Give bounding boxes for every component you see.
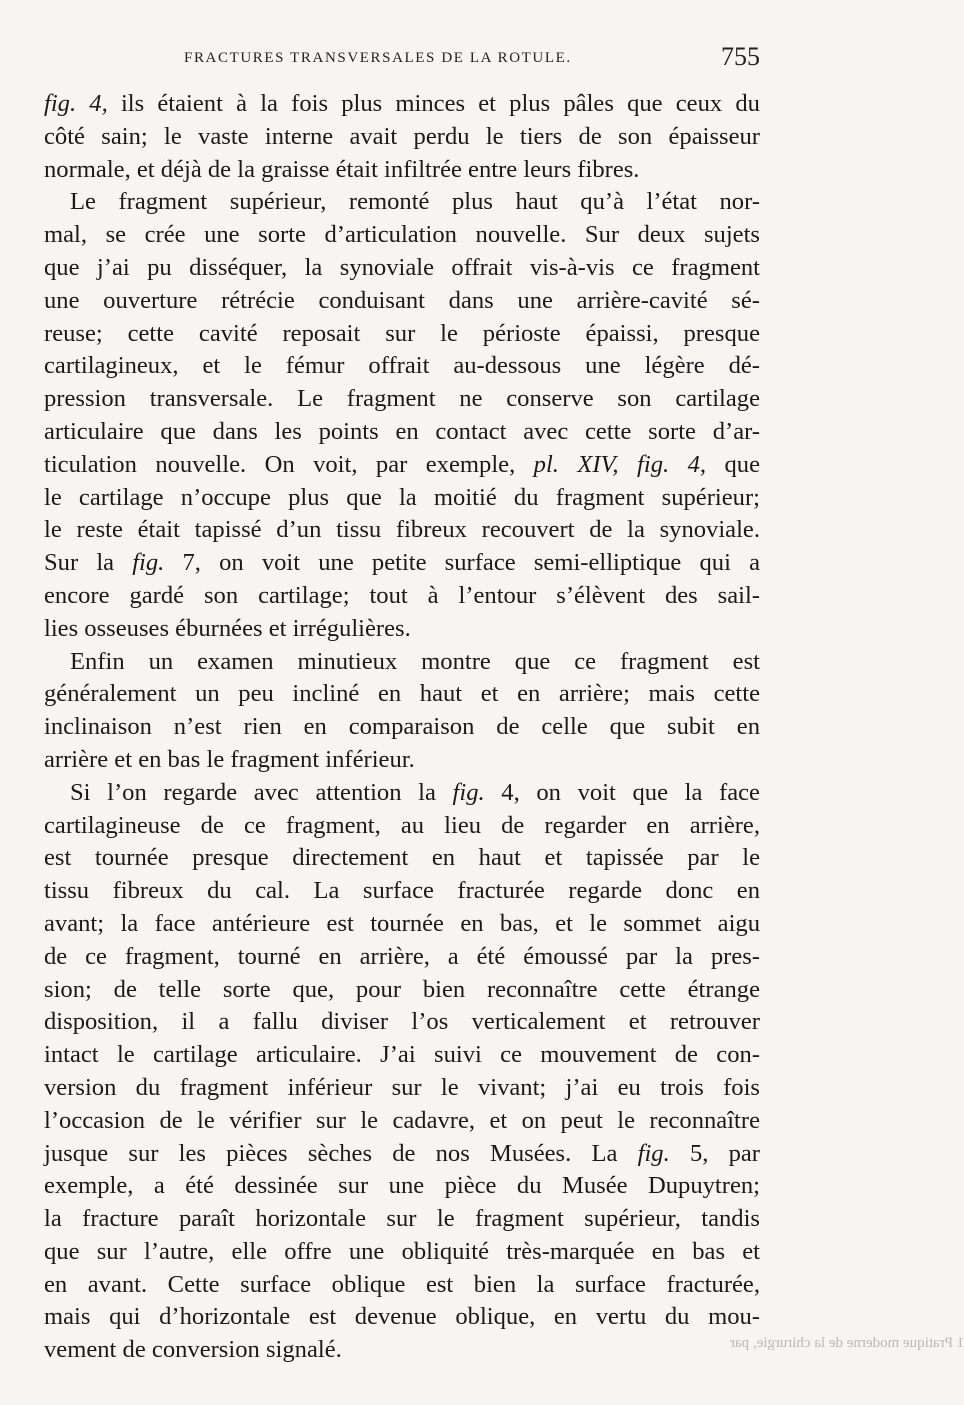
figure-reference: fig. 4,: [44, 90, 108, 117]
text-line: côté sain; le vaste interne avait perdu le tiers de son épaisseur: [44, 122, 760, 150]
body-text: [44, 88, 760, 1367]
text-line: le cartilage n’occupe plus que la moitié du fragment supérieur;: [44, 483, 760, 511]
text-line: mais qui d’horizontale est devenue oblique, en vertu du mou-: [44, 1303, 760, 1331]
text-line: avant; la face antérieure est tournée en bas, et le sommet aigu: [44, 909, 760, 937]
text-line: articulaire que dans les points en contact avec cette sorte d’ar-: [44, 417, 760, 445]
text-line: normale, et déjà de la graisse était infiltrée entre leurs fibres.: [44, 155, 640, 183]
text-line: sion; de telle sorte que, pour bien reconnaître cette étrange: [44, 975, 760, 1003]
paragraph-start-line: Le fragment supérieur, remonté plus haut qu’à l’état nor-: [70, 188, 760, 216]
bleed-through-footnote: 1 Pratique moderne de la chirurgie, par: [730, 1335, 964, 1351]
text-line: lies osseuses éburnées et irrégulières.: [44, 614, 411, 642]
text-line: reuse; cette cavité reposait sur le périoste épaissi, presque: [44, 319, 760, 347]
text-line: une ouverture rétrécie conduisant dans une arrière-cavité sé-: [44, 286, 760, 314]
text-line: pression transversale. Le fragment ne conserve son cartilage: [44, 385, 760, 413]
text-line: tissu fibreux du cal. La surface fracturée regarde donc en: [44, 877, 760, 905]
figure-reference: fig.: [637, 1139, 670, 1167]
text-line: inclinaison n’est rien en comparaison de celle que subit en: [44, 713, 760, 741]
text-line: l’occasion de le vérifier sur le cadavre, et on peut le reconnaître: [44, 1106, 760, 1134]
text-line: vement de conversion signalé.: [44, 1336, 342, 1364]
figure-reference: fig.: [452, 778, 485, 806]
page-number: 755: [721, 42, 760, 71]
plate-reference: pl. XIV,: [533, 450, 619, 478]
text-line: généralement un peu incliné en haut et en arrière; mais cette: [44, 680, 760, 708]
text-line: le reste était tapissé d’un tissu fibreux recouvert de la synoviale.: [44, 516, 760, 544]
text-line: jusque sur les pièces sèches de nos Musées. La fig. 5, par: [44, 1139, 760, 1167]
text-line: exemple, a été dessinée sur une pièce du Musée Dupuytren;: [44, 1172, 760, 1200]
text-line: en avant. Cette surface oblique est bien la surface fracturée,: [44, 1270, 760, 1298]
text-line: est tournée presque directement en haut et tapissée par le: [44, 844, 760, 872]
text-line: la fracture paraît horizontale sur le fragment supérieur, tandis: [44, 1205, 760, 1233]
text-line: version du fragment inférieur sur le vivant; j’ai eu trois fois: [44, 1073, 760, 1101]
text-line: que j’ai pu disséquer, la synoviale offrait vis-à-vis ce fragment: [44, 253, 760, 281]
running-title: FRACTURES TRANSVERSALES DE LA ROTULE.: [184, 50, 572, 66]
text-line: ticulation nouvelle. On voit, par exemple, pl. XIV, fig. 4, que: [44, 450, 760, 478]
text-line: que sur l’autre, elle offre une obliquité très-marquée en bas et: [44, 1237, 760, 1265]
text-line: Sur la fig. 7, on voit une petite surface semi-elliptique qui a: [44, 549, 760, 577]
figure-reference: fig.: [132, 549, 165, 577]
text-line: fig. 4, ils étaient à la fois plus minces et plus pâles que ceux du: [44, 90, 760, 117]
text-line: de ce fragment, tourné en arrière, a été émoussé par la pres-: [44, 942, 760, 970]
paragraph-start-line: Enfin un examen minutieux montre que ce fragment est: [70, 647, 760, 675]
figure-reference: fig. 4,: [637, 450, 707, 478]
text-line: arrière et en bas le fragment inférieur.: [44, 745, 415, 773]
paragraph-start-line: Si l’on regarde avec attention la fig. 4, on voit que la face: [70, 778, 760, 806]
text-line: disposition, il a fallu diviser l’os verticalement et retrouver: [44, 1008, 760, 1036]
text-line: mal, se crée une sorte d’articulation nouvelle. Sur deux sujets: [44, 221, 760, 249]
text-line: cartilagineuse de ce fragment, au lieu de regarder en arrière,: [44, 811, 760, 839]
text-line: encore gardé son cartilage; tout à l’entour s’élèvent des sail-: [44, 581, 760, 609]
text-line: cartilagineux, et le fémur offrait au-dessous une légère dé-: [44, 352, 760, 380]
text-line: intact le cartilage articulaire. J’ai suivi ce mouvement de con-: [44, 1041, 760, 1069]
running-head: [44, 42, 760, 78]
